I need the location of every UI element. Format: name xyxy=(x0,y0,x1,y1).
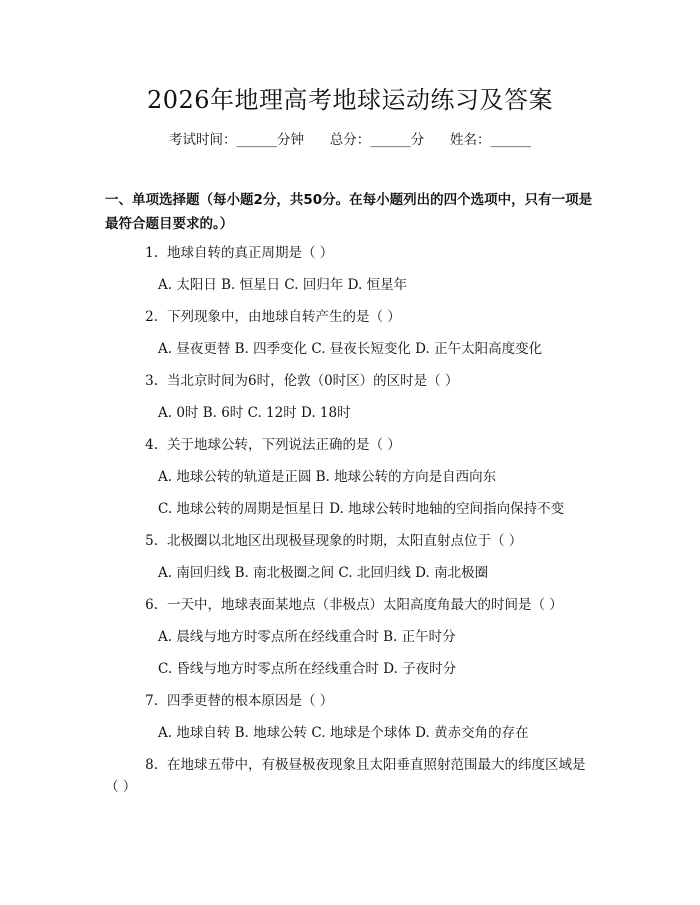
question-1 xyxy=(105,242,605,264)
question-text: 四季更替的根本原因是（ ） xyxy=(167,693,334,709)
question-7 xyxy=(105,690,605,712)
question-number: 2. xyxy=(145,309,158,325)
question-8 xyxy=(105,754,595,798)
question-5 xyxy=(105,530,605,552)
question-5-options: A. 南回归线 B. 南北极圈之间 C. 北回归线 D. 南北极圈 xyxy=(158,565,489,581)
question-text: 北极圈以北地区出现极昼现象的时期，太阳直射点位于（ ） xyxy=(167,533,523,549)
question-text: 一天中，地球表面某地点（非极点）太阳高度角最大的时间是（ ） xyxy=(167,597,563,613)
question-text: 当北京时间为6时，伦敦（0时区）的区时是（ ） xyxy=(167,373,459,389)
question-3-options: A. 0时 B. 6时 C. 12时 D. 18时 xyxy=(158,405,351,421)
question-6-options-line-2: C. 昏线与地方时零点所在经线重合时 D. 子夜时分 xyxy=(158,661,457,677)
question-4-options-line-2: C. 地球公转的周期是恒星日 D. 地球公转时地轴的空间指向保持不变 xyxy=(158,501,565,517)
document-title: 2026年地理高考地球运动练习及答案 xyxy=(146,86,554,114)
exam-info-line: 考试时间：______分钟 总分：______分 姓名：______ xyxy=(169,132,531,148)
question-2-options: A. 昼夜更替 B. 四季变化 C. 昼夜长短变化 D. 正午太阳高度变化 xyxy=(158,341,543,357)
question-number: 3. xyxy=(145,373,158,389)
section-heading: 一、单项选择题（每小题2分，共50分。在每小题列出的四个选项中，只有一项是最符合题目要求的。） xyxy=(105,192,593,232)
question-6 xyxy=(105,594,605,616)
question-7-options: A. 地球自转 B. 地球公转 C. 地球是个球体 D. 黄赤交角的存在 xyxy=(158,725,529,741)
question-2 xyxy=(105,306,605,328)
question-number: 1. xyxy=(145,245,158,261)
question-text: 地球自转的真正周期是（ ） xyxy=(167,245,334,261)
question-3 xyxy=(105,370,605,392)
question-number: 7. xyxy=(145,693,158,709)
question-number: 6. xyxy=(145,597,158,613)
question-4-options-line-1: A. 地球公转的轨道是正圆 B. 地球公转的方向是自西向东 xyxy=(158,469,497,485)
question-number: 8. xyxy=(145,757,158,773)
question-text: 关于地球公转，下列说法正确的是（ ） xyxy=(167,437,401,453)
question-4 xyxy=(105,434,605,456)
question-1-options: A. 太阳日 B. 恒星日 C. 回归年 D. 恒星年 xyxy=(158,277,408,293)
question-number: 5. xyxy=(145,533,158,549)
question-number: 4. xyxy=(145,437,158,453)
question-text: 下列现象中，由地球自转产生的是（ ） xyxy=(167,309,401,325)
question-6-options-line-1: A. 晨线与地方时零点所在经线重合时 B. 正午时分 xyxy=(158,629,456,645)
question-text: 在地球五带中，有极昼极夜现象且太阳垂直照射范围最大的纬度区域是（ ） xyxy=(105,757,586,795)
